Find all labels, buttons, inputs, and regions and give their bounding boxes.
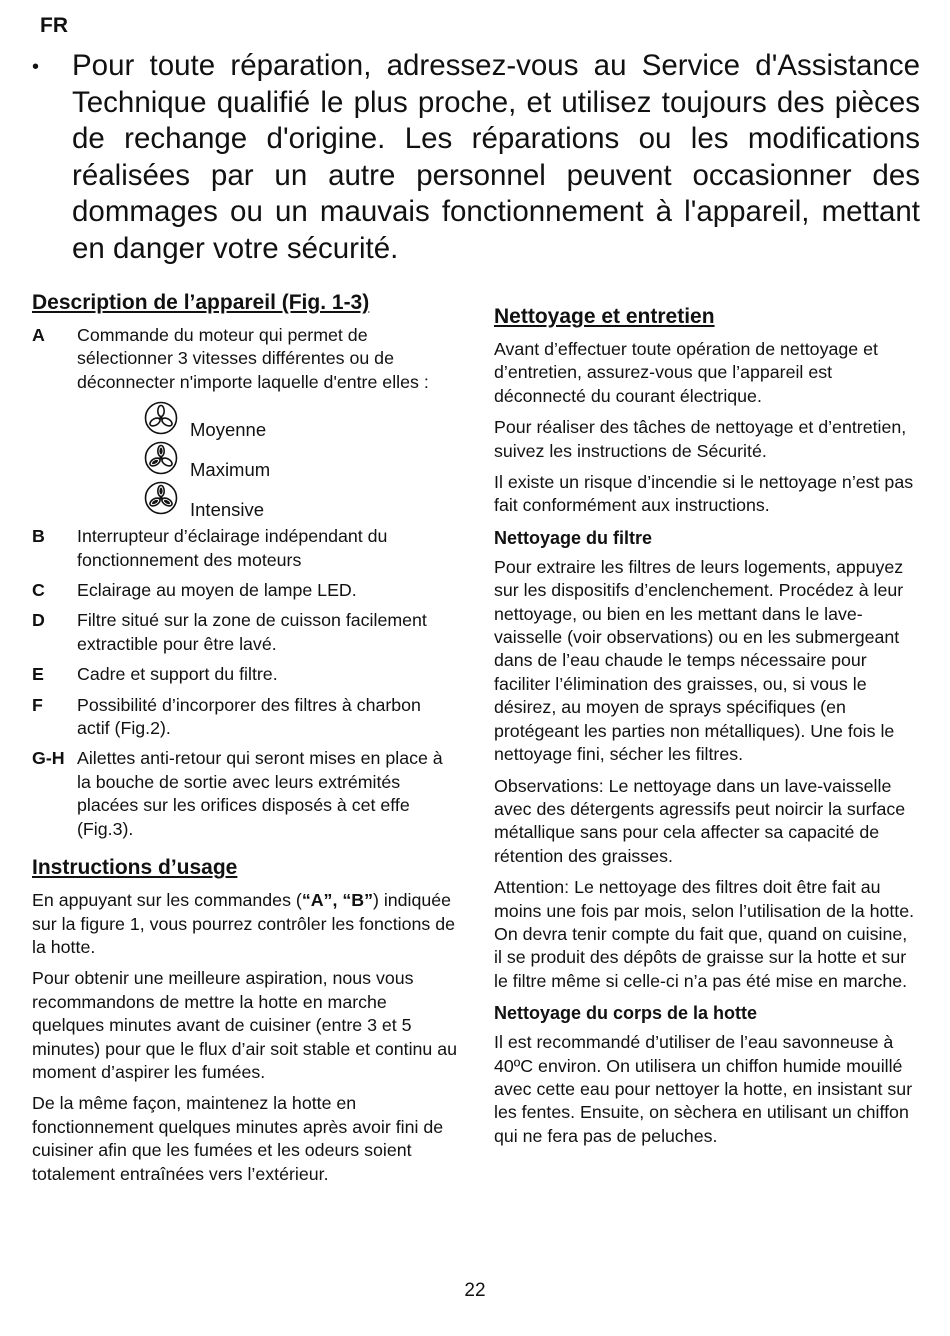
- item-text: Ailettes anti-retour qui seront mises en place à la bouche de sortie avec leurs extrémités placées sur les orifices disposés à cet effe (Fig.3).: [77, 748, 443, 839]
- item-letter: E: [32, 664, 44, 685]
- language-label: FR: [40, 14, 68, 37]
- fan-speed-2: [144, 441, 457, 481]
- cleaning-paragraph-1: Avant d’effectuer toute opération de nettoyage et d’entretien, assurez-vous que l’appareil est déconnecté du courant électrique.: [494, 339, 878, 406]
- filter-paragraph-1: Pour extraire les filtres de leurs logements, appuyez sur les dispositifs d’enclenchement. Procédez à leur nettoyage, ou bien en les mettant dans le lave-vaisselle (voir observations) ou en les submergeant dans de l’eau chaude le temps nécessaire pour faciliter l’élimination des graisses, ou, si vous le désirez, au moyen de sprays spécifiques (en protégeant les parties non métalliques). Une fois le nettoyage fini, sécher les filtres.: [494, 556, 904, 765]
- intro-text: Pour toute réparation, adressez-vous au Service d'Assistance Technique qualifié le plus proche, et utilisez toujours des pièces de rechange d'origine. Les réparations ou les modifications réalisées par un autre personnel peuvent occasionner des dommages ou un mauvais fonctionnement à l'appareil, mettant en danger votre sécurité.: [72, 49, 920, 265]
- description-item-a: [32, 324, 457, 394]
- usage-p1-commands: “A”, “B”: [301, 890, 373, 911]
- fan-speed-label: Intensive: [190, 499, 265, 521]
- item-text: Cadre et support du filtre.: [77, 664, 278, 685]
- usage-paragraph-2: Pour obtenir une meilleure aspiration, nous vous recommandons de mettre la hotte en marche quelques minutes avant de cuisiner (entre 3 et 5 minutes) pour que le flux d’air soit stable et continu au moment d’aspirer les fumées.: [32, 968, 458, 1082]
- item-letter: A: [32, 325, 45, 345]
- fan-speed-list: [144, 401, 457, 521]
- item-letter: G-H: [32, 748, 65, 769]
- item-letter: C: [32, 580, 45, 601]
- fan-speed-3-icon: [144, 481, 178, 515]
- page-number: 22: [464, 1280, 486, 1301]
- usage-paragraph-3: De la même façon, maintenez la hotte en fonctionnement quelques minutes après avoir fini de cuisiner afin que les fumées et les odeurs soient totalement entraînées vers l’extérieur.: [32, 1093, 444, 1184]
- description-item-d: [32, 609, 457, 656]
- cleaning-paragraph-2: Pour réaliser des tâches de nettoyage et d’entretien, suivez les instructions de Sécurité.: [494, 417, 907, 461]
- filter-paragraph-2: Observations: Le nettoyage dans un lave-vaisselle avec des détergents agressifs peut noircir la surface métallique sans pour cela affecter sa capacité de rétention des graisses.: [494, 775, 906, 866]
- body-cleaning-paragraph: Il est recommandé d’utiliser de l’eau savonneuse à 40ºC environ. On utilisera un chiffon humide mouillé avec cette eau pour nettoyer la hotte, en insistant sur les fentes. Ensuite, on sèchera en utilisant un chiffon qui ne fera pas de peluches.: [494, 1032, 913, 1146]
- intro-bullet-paragraph: [32, 48, 920, 267]
- description-item-b: [32, 525, 457, 572]
- filter-paragraph-3: Attention: Le nettoyage des filtres doit être fait au moins une fois par mois, selon l’utilisation de la hotte. On devra tenir compte du fait que, quand on cuisine, il se produit des dépôts de graisse sur la hotte et sur le filtre même si celle-ci n’a pas été mise en marche.: [494, 877, 915, 991]
- fan-speed-1-icon: [144, 401, 178, 435]
- item-letter: B: [32, 526, 45, 547]
- left-column: [32, 290, 457, 1194]
- cleaning-paragraph-3: Il existe un risque d’incendie si le nettoyage n’est pas fait conformément aux instructions.: [494, 472, 914, 516]
- right-column: [494, 304, 919, 1156]
- item-text: Commande du moteur qui permet de sélectionner 3 vitesses différentes ou de déconnecter n'importe laquelle d'entre elles :: [77, 325, 429, 392]
- usage-heading: Instructions d’usage: [32, 856, 238, 880]
- usage-p1-end: ) indiquée sur la figure 1, vous pourrez contrôler les fonctions de la hotte.: [32, 890, 456, 957]
- fan-speed-1: [144, 401, 457, 441]
- fan-speed-label: Moyenne: [190, 419, 267, 441]
- fan-speed-2-icon: [144, 441, 178, 475]
- filter-cleaning-heading: Nettoyage du filtre: [494, 527, 653, 548]
- fan-speed-label: Maximum: [190, 459, 271, 481]
- description-item-e: [32, 663, 457, 686]
- bullet-icon: •: [32, 56, 40, 78]
- item-letter: D: [32, 610, 45, 631]
- description-item-gh: [32, 747, 457, 841]
- item-text: Filtre situé sur la zone de cuisson facilement extractible pour être lavé.: [77, 610, 427, 654]
- item-letter: F: [32, 694, 43, 715]
- fan-speed-3: [144, 481, 457, 521]
- description-heading: Description de l’appareil (Fig. 1-3): [32, 291, 370, 314]
- body-cleaning-heading: Nettoyage du corps de la hotte: [494, 1003, 758, 1024]
- usage-p1-start: En appuyant sur les commandes (: [32, 890, 302, 911]
- cleaning-heading: Nettoyage et entretien: [494, 305, 715, 328]
- description-item-f: [32, 694, 457, 741]
- item-text: Eclairage au moyen de lampe LED.: [77, 580, 357, 601]
- item-text: Interrupteur d’éclairage indépendant du fonctionnement des moteurs: [77, 526, 388, 570]
- item-text: Possibilité d’incorporer des filtres à charbon actif (Fig.2).: [77, 694, 421, 739]
- usage-paragraph-1: [32, 889, 457, 959]
- description-item-c: [32, 579, 457, 602]
